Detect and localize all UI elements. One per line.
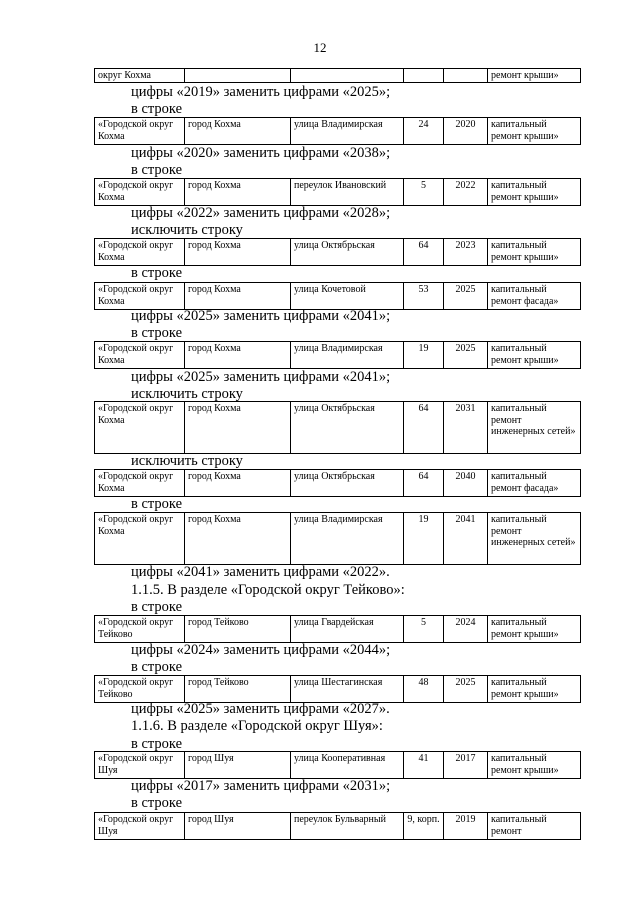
cell-work: капитальный ремонт крыши» xyxy=(488,676,581,703)
cell-city: город Кохма xyxy=(185,470,291,497)
cell-work: капитальный ремонт xyxy=(488,813,581,840)
instruction-text: цифры «2019» заменить цифрами «2025»; xyxy=(131,84,391,100)
instruction-text: в строке xyxy=(131,265,183,281)
instruction-text: цифры «2025» заменить цифрами «2041»; xyxy=(131,369,391,385)
cell-year: 2020 xyxy=(444,118,488,145)
cell-district: «Городской округ Кохма xyxy=(95,342,185,369)
cell-street: переулок Бульварный xyxy=(291,813,404,840)
cell-house: 64 xyxy=(404,470,444,497)
table-row xyxy=(94,615,581,643)
cell-year: 2023 xyxy=(444,239,488,266)
instruction-text: в строке xyxy=(131,599,183,615)
cell-work: капитальный ремонт инженерных сетей» xyxy=(488,402,581,454)
cell-street: улица Кочетовой xyxy=(291,283,404,310)
cell-district: «Городской округ Тейково xyxy=(95,676,185,703)
table-row xyxy=(94,341,581,369)
cell-work: капитальный ремонт крыши» xyxy=(488,239,581,266)
instruction-text: 1.1.6. В разделе «Городской округ Шуя»: xyxy=(131,718,383,734)
cell-street: улица Кооперативная xyxy=(291,752,404,779)
table-row xyxy=(94,812,581,840)
cell-work: капитальный ремонт фасада» xyxy=(488,470,581,497)
cell-house: 5 xyxy=(404,616,444,643)
cell-city: город Тейково xyxy=(185,616,291,643)
cell-year: 2019 xyxy=(444,813,488,840)
table-row xyxy=(94,469,581,497)
cell-work: капитальный ремонт крыши» xyxy=(488,118,581,145)
cell-house: 19 xyxy=(404,513,444,565)
instruction-text: цифры «2017» заменить цифрами «2031»; xyxy=(131,778,391,794)
table-row xyxy=(94,178,581,206)
cell-house: 5 xyxy=(404,179,444,206)
cell-work: капитальный ремонт инженерных сетей» xyxy=(488,513,581,565)
instruction-text: исключить строку xyxy=(131,222,243,238)
cell-district: «Городской округ Шуя xyxy=(95,813,185,840)
cell-year xyxy=(444,69,488,83)
instruction-text: цифры «2025» заменить цифрами «2041»; xyxy=(131,308,391,324)
instruction-text: в строке xyxy=(131,496,183,512)
table-row xyxy=(94,238,581,266)
cell-district: округ Кохма xyxy=(95,69,185,83)
cell-house: 9, корп. xyxy=(404,813,444,840)
cell-street: улица Шестагинская xyxy=(291,676,404,703)
cell-house: 19 xyxy=(404,342,444,369)
cell-work: капитальный ремонт крыши» xyxy=(488,616,581,643)
table-row xyxy=(94,117,581,145)
cell-year: 2025 xyxy=(444,342,488,369)
cell-district: «Городской округ Тейково xyxy=(95,616,185,643)
cell-district: «Городской округ Кохма xyxy=(95,179,185,206)
instruction-text: цифры «2020» заменить цифрами «2038»; xyxy=(131,145,391,161)
cell-work: капитальный ремонт крыши» xyxy=(488,179,581,206)
table-row xyxy=(94,401,581,454)
instruction-text: в строке xyxy=(131,101,183,117)
cell-district: «Городской округ Кохма xyxy=(95,239,185,266)
cell-year: 2022 xyxy=(444,179,488,206)
instruction-text: в строке xyxy=(131,659,183,675)
cell-house: 41 xyxy=(404,752,444,779)
cell-district: «Городской округ Кохма xyxy=(95,402,185,454)
cell-street: улица Октябрьская xyxy=(291,402,404,454)
cell-city: город Шуя xyxy=(185,752,291,779)
instruction-text: цифры «2025» заменить цифрами «2027». xyxy=(131,701,390,717)
cell-city: город Кохма xyxy=(185,118,291,145)
cell-street: улица Владимирская xyxy=(291,342,404,369)
cell-city: город Кохма xyxy=(185,342,291,369)
cell-work: ремонт крыши» xyxy=(488,69,581,83)
cell-city: город Кохма xyxy=(185,179,291,206)
cell-street xyxy=(291,69,404,83)
table-row xyxy=(94,68,581,83)
cell-street: улица Владимирская xyxy=(291,118,404,145)
cell-district: «Городской округ Кохма xyxy=(95,470,185,497)
instruction-text: в строке xyxy=(131,736,183,752)
instruction-text: исключить строку xyxy=(131,386,243,402)
cell-city: город Кохма xyxy=(185,402,291,454)
cell-district: «Городской округ Кохма xyxy=(95,283,185,310)
cell-city: город Тейково xyxy=(185,676,291,703)
cell-house: 48 xyxy=(404,676,444,703)
cell-year: 2041 xyxy=(444,513,488,565)
table-row xyxy=(94,675,581,703)
cell-work: капитальный ремонт фасада» xyxy=(488,283,581,310)
instruction-text: в строке xyxy=(131,162,183,178)
cell-year: 2025 xyxy=(444,676,488,703)
cell-year: 2024 xyxy=(444,616,488,643)
cell-house: 53 xyxy=(404,283,444,310)
cell-year: 2017 xyxy=(444,752,488,779)
table-row xyxy=(94,751,581,779)
cell-house xyxy=(404,69,444,83)
page-number: 12 xyxy=(313,40,327,55)
cell-house: 64 xyxy=(404,239,444,266)
cell-district: «Городской округ Кохма xyxy=(95,118,185,145)
cell-work: капитальный ремонт крыши» xyxy=(488,752,581,779)
instruction-text: исключить строку xyxy=(131,453,243,469)
cell-work: капитальный ремонт крыши» xyxy=(488,342,581,369)
cell-city: город Шуя xyxy=(185,813,291,840)
cell-city: город Кохма xyxy=(185,283,291,310)
cell-city: город Кохма xyxy=(185,239,291,266)
table-row xyxy=(94,512,581,565)
cell-street: переулок Ивановский xyxy=(291,179,404,206)
cell-year: 2031 xyxy=(444,402,488,454)
cell-district: «Городской округ Шуя xyxy=(95,752,185,779)
cell-city xyxy=(185,69,291,83)
instruction-text: 1.1.5. В разделе «Городской округ Тейково»: xyxy=(131,582,405,598)
cell-street: улица Октябрьская xyxy=(291,470,404,497)
instruction-text: в строке xyxy=(131,795,183,811)
table-row xyxy=(94,282,581,310)
instruction-text: цифры «2022» заменить цифрами «2028»; xyxy=(131,205,391,221)
instruction-text: в строке xyxy=(131,325,183,341)
cell-street: улица Гвардейская xyxy=(291,616,404,643)
cell-year: 2025 xyxy=(444,283,488,310)
cell-house: 24 xyxy=(404,118,444,145)
instruction-text: цифры «2024» заменить цифрами «2044»; xyxy=(131,642,391,658)
cell-street: улица Октябрьская xyxy=(291,239,404,266)
cell-year: 2040 xyxy=(444,470,488,497)
cell-district: «Городской округ Кохма xyxy=(95,513,185,565)
cell-city: город Кохма xyxy=(185,513,291,565)
instruction-text: цифры «2041» заменить цифрами «2022». xyxy=(131,564,390,580)
cell-house: 64 xyxy=(404,402,444,454)
cell-street: улица Владимирская xyxy=(291,513,404,565)
